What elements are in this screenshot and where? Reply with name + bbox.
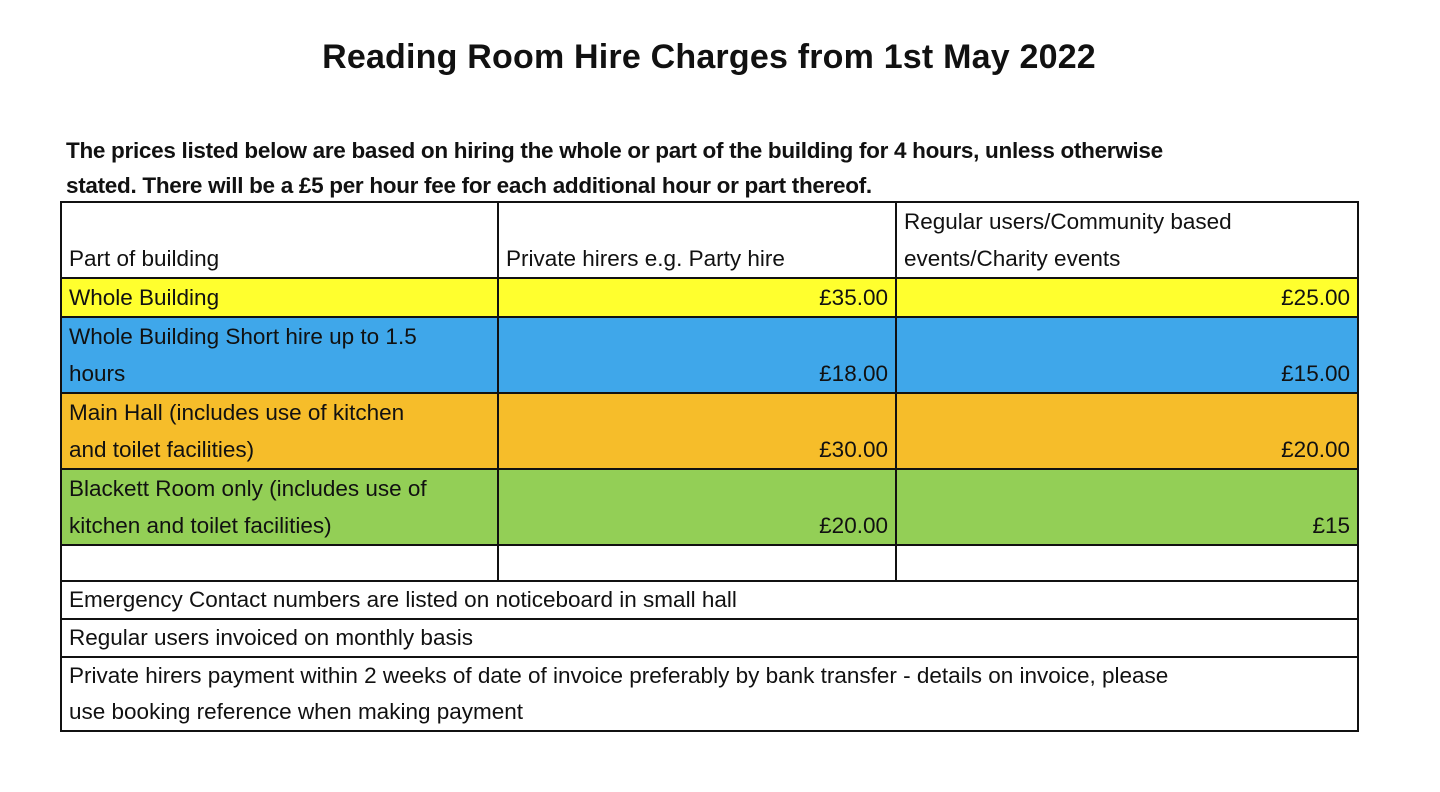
- cell-part: [61, 317, 498, 393]
- note-payment: [61, 657, 1358, 731]
- intro-text: [66, 133, 1366, 203]
- cell-regular-price: £15: [896, 469, 1358, 545]
- cell-private-price: £35.00: [498, 278, 896, 317]
- cell-part: [61, 278, 498, 317]
- part-label-line-2: and toilet facilities): [69, 437, 255, 462]
- header-private-label: Private hirers e.g. Party hire: [506, 246, 785, 271]
- table-row-main-hall: [61, 393, 1358, 469]
- cell-part: [61, 393, 498, 469]
- table-row-short-hire: [61, 317, 1358, 393]
- part-label-line-1: Blackett Room only (includes use of: [69, 476, 427, 501]
- note-payment-line-1: Private hirers payment within 2 weeks of date of invoice preferably by bank transfer - details on invoice, please: [69, 663, 1169, 688]
- empty-cell: [498, 545, 896, 581]
- note-row-invoiced: [61, 619, 1358, 657]
- part-label: Whole Building: [69, 285, 220, 310]
- header-regular-label-line-2: events/Charity events: [904, 246, 1121, 271]
- empty-cell: [61, 545, 498, 581]
- note-regular-invoicing: Regular users invoiced on monthly basis: [61, 619, 1358, 657]
- header-private-hirers: [498, 202, 896, 278]
- cell-part: [61, 469, 498, 545]
- cell-private-price: £30.00: [498, 393, 896, 469]
- intro-line-2: stated. There will be a £5 per hour fee for each additional hour or part thereof.: [66, 173, 872, 198]
- header-part-label: Part of building: [69, 246, 220, 271]
- table-row-blackett-room: [61, 469, 1358, 545]
- header-part-of-building: [61, 202, 498, 278]
- part-label-line-2: hours: [69, 361, 126, 386]
- table-row-whole-building: [61, 278, 1358, 317]
- part-label-line-1: Main Hall (includes use of kitchen: [69, 400, 405, 425]
- page-title: Reading Room Hire Charges from 1st May 2022: [322, 38, 1096, 76]
- header-regular-users: [896, 202, 1358, 278]
- note-payment-line-2: use booking reference when making payment: [69, 699, 524, 724]
- cell-private-price: £18.00: [498, 317, 896, 393]
- note-emergency-contacts: Emergency Contact numbers are listed on noticeboard in small hall: [61, 581, 1358, 619]
- part-label-line-2: kitchen and toilet facilities): [69, 513, 332, 538]
- cell-regular-price: £20.00: [896, 393, 1358, 469]
- cell-regular-price: £15.00: [896, 317, 1358, 393]
- note-row-emergency: [61, 581, 1358, 619]
- note-row-payment: [61, 657, 1358, 731]
- table-row-empty: [61, 545, 1358, 581]
- empty-cell: [896, 545, 1358, 581]
- intro-line-1: The prices listed below are based on hiring the whole or part of the building for 4 hours, unless otherwise: [66, 138, 1163, 163]
- table-header-row: [61, 202, 1358, 278]
- cell-regular-price: £25.00: [896, 278, 1358, 317]
- cell-private-price: £20.00: [498, 469, 896, 545]
- hire-charges-table: [60, 201, 1359, 732]
- part-label-line-1: Whole Building Short hire up to 1.5: [69, 324, 417, 349]
- header-regular-label-line-1: Regular users/Community based: [904, 209, 1232, 234]
